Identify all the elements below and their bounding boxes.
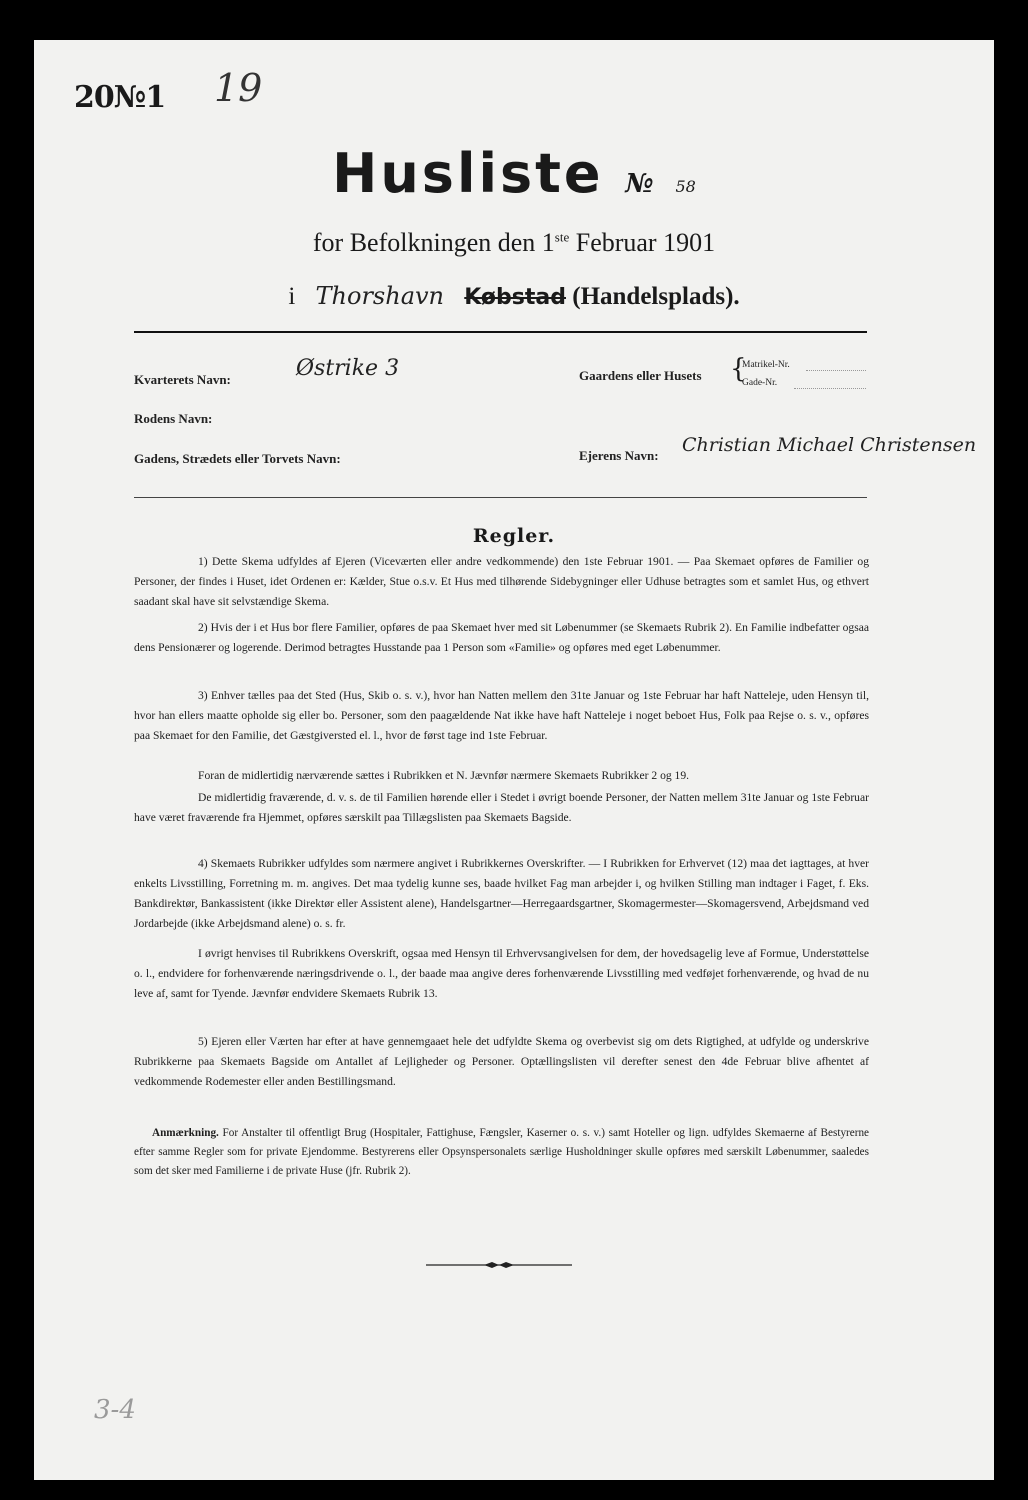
form-title xyxy=(34,142,994,205)
note-label: Anmærkning. xyxy=(152,1127,219,1139)
subtitle-suffix: Februar 1901 xyxy=(569,228,716,257)
regler-title: Regler. xyxy=(472,525,556,547)
place-town: Thorshavn xyxy=(315,282,445,310)
title-number-label: № xyxy=(625,169,654,199)
place-struck: Købstad xyxy=(464,285,566,310)
rule-paragraph-5: 5) Ejeren eller Værten har efter at have gennemgaaet hele det udfyldte Skema og overbevist sig om dets Rigtighed, at udfylde og underskrive Rubrikkerne paa Skemaets Bagside om Antallet af Lejligheder og Personer. Optællingslisten vil derefter senest den 4de Februar blive afhentet af vedkommende Rodemester eller anden Bestillingsmand. xyxy=(134,1035,869,1088)
gaard-brace: { xyxy=(730,354,747,384)
title-main: Husliste xyxy=(332,142,604,205)
ejer-value: Christian Michael Christensen xyxy=(682,434,977,456)
gaard-label: Gaardens eller Husets xyxy=(579,368,702,383)
ejer-label: Ejerens Navn: xyxy=(579,448,659,463)
census-form-page xyxy=(34,40,994,1480)
form-place-line xyxy=(34,282,994,311)
matrikel-line xyxy=(806,370,866,371)
rule-paragraph-3b: Foran de midlertidig nærværende sættes i Rubrikken et N. Jævnfør nærmere Skemaets Rubrikker 2 og 19. xyxy=(198,769,690,782)
place-suffix: (Handelsplads). xyxy=(572,283,740,310)
form-subtitle xyxy=(34,228,994,258)
place-prefix: i xyxy=(288,283,296,310)
anmaerkning-note xyxy=(134,1124,869,1181)
kvarter-value: Østrike 3 xyxy=(296,356,400,381)
rule-paragraph-1: 1) Dette Skema udfyldes af Ejeren (Viceværten eller andre vedkommende) den 1ste Februar 1901. — Paa Skemaet opføres de Familier og Personer, der findes i Huset, idet Ordenen er: Kælder, Stue o.s.v. Et Hus med tilhørende Sidebygninger eller Udhuse betragtes som et samlet Hus, og ethvert saadant skal have sit selvstændige Skema. xyxy=(134,555,869,608)
note-text: For Anstalter til offentligt Brug (Hospitaler, Fattighuse, Fængsler, Kaserner o. s. v.) samt Hoteller og lign. udfyldes Skemaerne af Bestyrerne efter samme Regler som for private Ejendomme. Bestyrerens eller Opsynspersonalets særlige Husholdninger skulle opføres med særskilt Løbenummer, saaledes som det sker med Familierne i de private Huse (jfr. Rubrik 2). xyxy=(134,1127,870,1177)
rule-paragraph-4: 4) Skemaets Rubrikker udfyldes som nærmere angivet i Rubrikkernes Overskrifter. — I Rubrikken for Erhvervet (12) maa det iagttages, at hver enkelts Livsstilling, Forretning m. m. angives. Det maa tydelig kunne ses, baade hvilket Fag man arbejder i, og hvilken Stilling man indtager i Faget, f. Eks. Bankdirektør, Bankassistent (ikke Direktør eller Assistent alene), Handelsgartner—Herregaardsgartner, Skomagermester—Skomagersvend, Arbejdsmand ved Jordarbejde (ikke Arbejdsmand alene) o. s. fr. xyxy=(134,857,869,930)
matrikel-label: Matrikel-Nr. xyxy=(742,360,790,370)
kvarter-label: Kvarterets Navn: xyxy=(134,372,231,387)
rode-label: Rodens Navn: xyxy=(134,411,213,426)
gade-nr-label: Gade-Nr. xyxy=(742,378,778,388)
rule-paragraph-3: 3) Enhver tælles paa det Sted (Hus, Skib o. s. v.), hvor han Natten mellem den 31te Januar og 1ste Februar har haft Natteleje, uden Hensyn til, hvor han ellers maatte opholde sig eller bo. Personer, som den paagældende Nat ikke have haft Natteleje i noget beboet Hus, Folk paa Rejse o. s. v., opføres paa Skemaet for den Familie, det Gæstgiversted el. l., hvor de først tage ind 1ste Februar. xyxy=(134,689,869,742)
subtitle-prefix: for Befolkningen den 1 xyxy=(312,228,555,257)
rule-paragraph-3c: De midlertidig fraværende, d. v. s. de til Familien hørende eller i Stedet i øvrigt boende Personer, der Natten mellem 31te Januar og 1ste Februar have været fraværende fra Hjemmet, opføres særskilt paa Tillægslisten paa Skemaets Bagside. xyxy=(134,791,869,824)
top-rule xyxy=(134,331,867,333)
gade-label: Gadens, Strædets eller Torvets Navn: xyxy=(134,451,341,466)
form-number: 20№1 xyxy=(74,80,166,115)
title-number-value: 58 xyxy=(675,177,696,196)
gade-nr-line xyxy=(794,388,866,389)
rule-paragraph-4b: I øvrigt henvises til Rubrikkens Overskrift, ogsaa med Hensyn til Erhvervsangivelsen for dem, der hovedsagelig leve af Formue, Understøttelse o. l., endvidere for forhenværende næringsdrivende o. l., der baade maa angive deres forhenværende Livsstilling med vedføjet forhenværende, og hvad de nu leve af, samt for Tyende. Jævnfør endvidere Skemaets Rubrik 13. xyxy=(134,947,869,1000)
margin-pencil-note: 3-4 xyxy=(94,1395,136,1425)
fields-rule xyxy=(134,497,867,498)
ornament-divider xyxy=(424,1260,574,1270)
rule-paragraph-2: 2) Hvis der i et Hus bor flere Familier, opføres de paa Skemaet hver med sit Løbenummer (se Skemaets Rubrik 2). En Familie indbefatter ogsaa dens Pensionærer og logerende. Derimod betragtes Husstande paa 1 Person som «Familie» og opføres med eget Løbenummer. xyxy=(134,621,869,654)
handwritten-corner-number: 19 xyxy=(214,66,263,110)
subtitle-sup: ste xyxy=(554,229,570,245)
